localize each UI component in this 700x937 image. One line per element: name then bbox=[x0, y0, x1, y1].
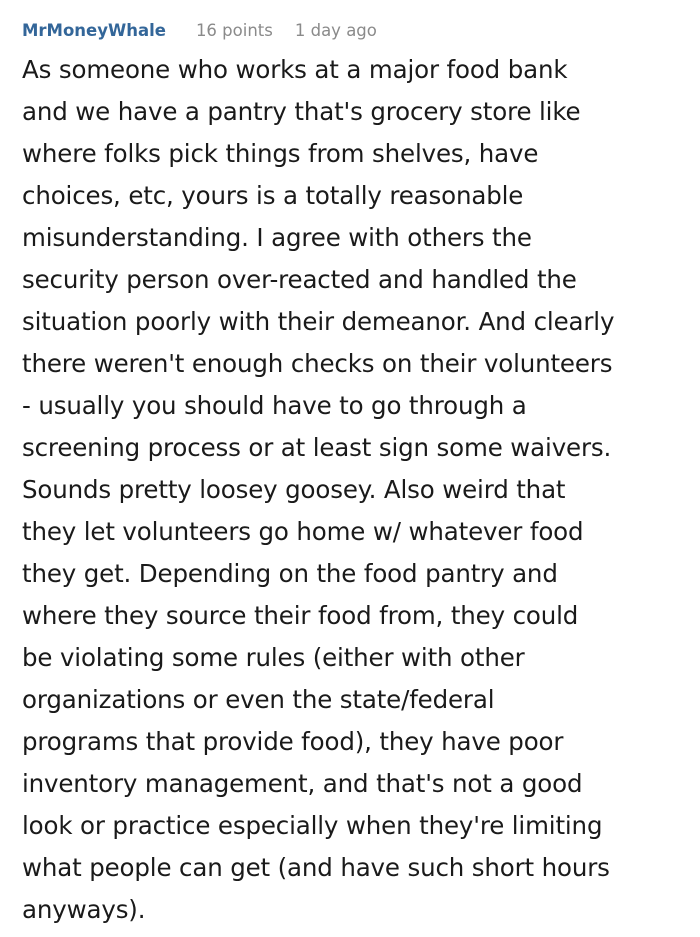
comment-line: screening process or at least sign some waivers. bbox=[22, 433, 612, 462]
comment-line: misunderstanding. I agree with others the bbox=[22, 223, 532, 252]
comment-line: look or practice especially when they're limiting bbox=[22, 811, 603, 840]
comment-line: Sounds pretty loosey goosey. Also weird that bbox=[22, 475, 566, 504]
comment-line: inventory management, and that's not a good bbox=[22, 769, 583, 798]
comment-line: situation poorly with their demeanor. And clearly bbox=[22, 307, 615, 336]
comment-line: they let volunteers go home w/ whatever food bbox=[22, 517, 584, 546]
comment-line: where folks pick things from shelves, have bbox=[22, 139, 539, 168]
comment-line: - usually you should have to go through a bbox=[22, 391, 527, 420]
comment-line: choices, etc, yours is a totally reasonable bbox=[22, 181, 524, 210]
timestamp: 1 day ago bbox=[294, 21, 377, 40]
comment-line: and we have a pantry that's grocery store like bbox=[22, 97, 581, 126]
comment-line: where they source their food from, they could bbox=[22, 601, 579, 630]
comment-line: organizations or even the state/federal bbox=[22, 685, 495, 714]
comment-line: security person over-reacted and handled the bbox=[22, 265, 577, 294]
comment-line: be violating some rules (either with other bbox=[22, 643, 525, 672]
comment-meta bbox=[22, 19, 377, 43]
comment-line: what people can get (and have such short hours bbox=[22, 853, 610, 882]
comment-line: As someone who works at a major food bank bbox=[22, 55, 568, 84]
comment-body bbox=[22, 49, 682, 931]
comment-line: programs that provide food), they have poor bbox=[22, 727, 564, 756]
comment-line: anyways). bbox=[22, 895, 146, 924]
comment-line: they get. Depending on the food pantry and bbox=[22, 559, 558, 588]
author-link[interactable]: MrMoneyWhale bbox=[22, 21, 166, 40]
points-count: 16 points bbox=[195, 21, 273, 40]
comment-line: there weren't enough checks on their volunteers bbox=[22, 349, 613, 378]
